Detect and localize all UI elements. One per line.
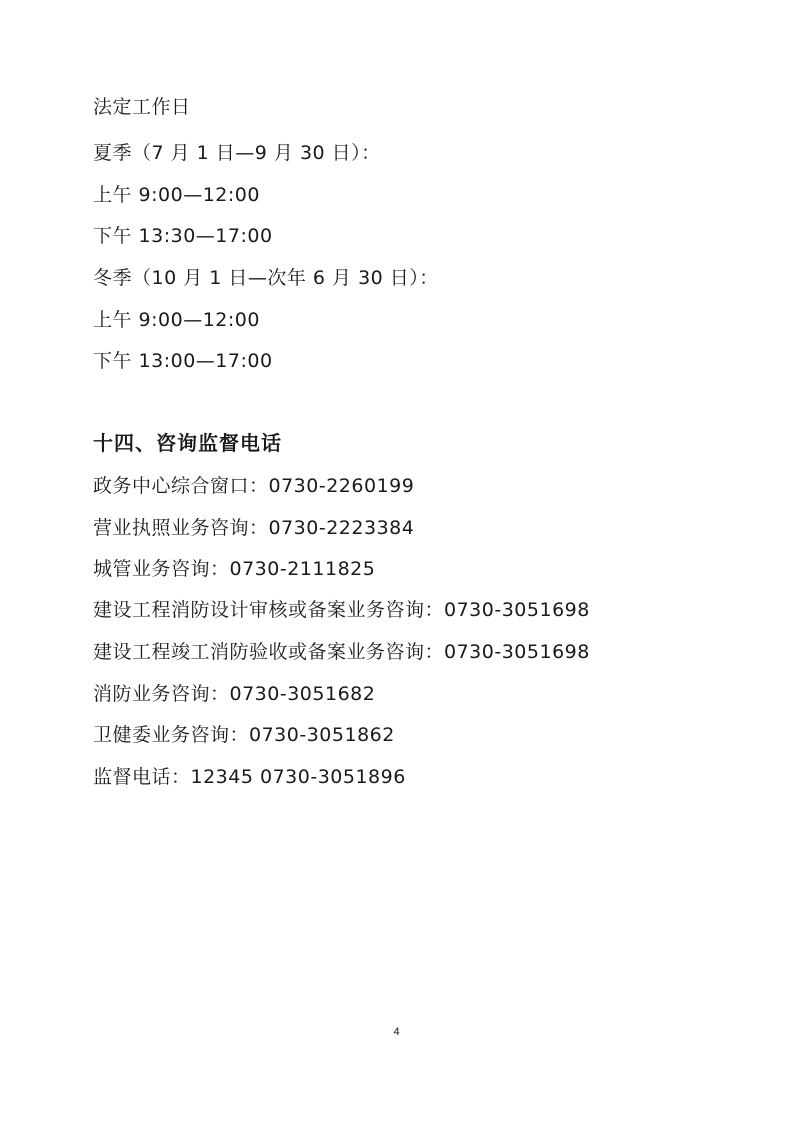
contact-item: 消防业务咨询：0730-3051682 <box>93 683 376 705</box>
contact-item: 建设工程竣工消防验收或备案业务咨询：0730-3051698 <box>93 641 590 663</box>
winter-hours-label: 冬季（10 月 1 日—次年 6 月 30 日）： <box>93 267 439 289</box>
winter-morning-hours: 上午 9:00—12:00 <box>93 309 260 331</box>
winter-afternoon-hours: 下午 13:00—17:00 <box>93 350 273 372</box>
summer-hours-label: 夏季（7 月 1 日—9 月 30 日）： <box>93 142 381 164</box>
contact-item: 卫健委业务咨询：0730-3051862 <box>93 724 395 746</box>
working-days-label: 法定工作日 <box>93 96 191 118</box>
contact-item: 营业执照业务咨询：0730-2223384 <box>93 517 415 539</box>
page-number: 4 <box>393 1026 400 1038</box>
contact-item: 政务中心综合窗口：0730-2260199 <box>93 475 415 497</box>
summer-morning-hours: 上午 9:00—12:00 <box>93 184 260 206</box>
contact-item: 城管业务咨询：0730-2111825 <box>93 558 376 580</box>
section-heading: 十四、咨询监督电话 <box>93 431 282 455</box>
summer-afternoon-hours: 下午 13:30—17:00 <box>93 225 273 247</box>
supervision-phone: 监督电话：12345 0730-3051896 <box>93 766 406 788</box>
contact-item: 建设工程消防设计审核或备案业务咨询：0730-3051698 <box>93 599 590 621</box>
